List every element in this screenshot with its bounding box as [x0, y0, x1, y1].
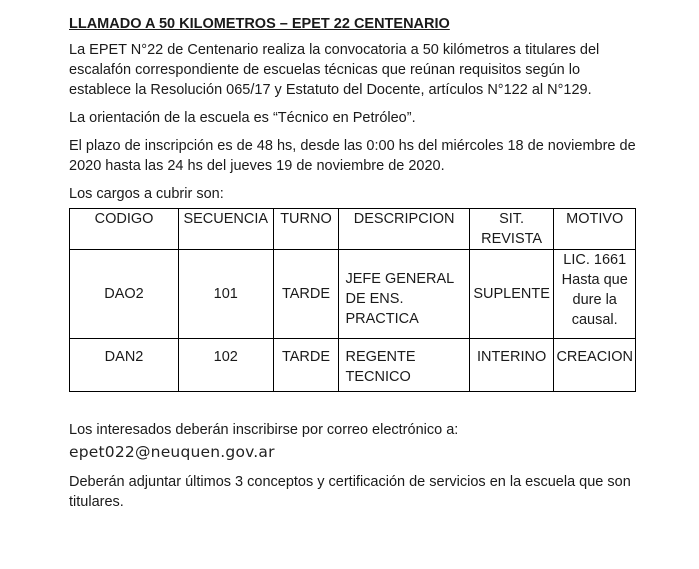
header-sit-revista: SIT. REVISTA [469, 209, 554, 250]
document-page [69, 14, 644, 520]
cell-sit-revista: INTERINO [469, 339, 554, 392]
deadline-paragraph: El plazo de inscripción es de 48 hs, desde las 0:00 hs del miércoles 18 de noviembre de 2020 hasta las 24 hs del jueves 19 de noviembre de 2020. [69, 138, 636, 174]
cell-motivo: LIC. 1661 Hasta que dure la causal. [554, 250, 636, 339]
contact-email: epet022@neuquen.gov.ar [69, 443, 275, 461]
table-row [70, 250, 636, 339]
cell-descripcion: REGENTE TECNICO [339, 339, 469, 392]
table-row [70, 339, 636, 392]
cell-secuencia: 102 [179, 339, 273, 392]
contact-intro: Los interesados deberán inscribirse por correo electrónico a: [69, 422, 459, 438]
orientation-paragraph: La orientación de la escuela es “Técnico en Petróleo”. [69, 110, 416, 126]
cell-descripcion: JEFE GENERAL DE ENS. PRACTICA [339, 250, 469, 339]
cell-turno: TARDE [273, 250, 339, 339]
cell-codigo: DAN2 [70, 339, 179, 392]
positions-table [69, 208, 636, 392]
header-codigo: CODIGO [70, 209, 179, 250]
requirements-paragraph: Deberán adjuntar últimos 3 conceptos y certificación de servicios en la escuela que son titulares. [69, 474, 631, 510]
header-turno: TURNO [273, 209, 339, 250]
intro-paragraph: La EPET N°22 de Centenario realiza la convocatoria a 50 kilómetros a titulares del escalafón correspondiente de escuelas técnicas que reúnan requisitos según lo establece la Resolución 065/17 y Estatuto del Docente, artículos N°122 al N°129. [69, 42, 600, 98]
cell-turno: TARDE [273, 339, 339, 392]
document-title: LLAMADO A 50 KILOMETROS – EPET 22 CENTENARIO [69, 16, 450, 32]
cell-codigo: DAO2 [70, 250, 179, 339]
cell-secuencia: 101 [179, 250, 273, 339]
cell-sit-revista: SUPLENTE [469, 250, 554, 339]
header-descripcion: DESCRIPCION [339, 209, 469, 250]
table-header-row [70, 209, 636, 250]
header-secuencia: SECUENCIA [179, 209, 273, 250]
header-motivo: MOTIVO [554, 209, 636, 250]
cell-motivo: CREACION [554, 339, 636, 392]
positions-intro: Los cargos a cubrir son: [69, 186, 224, 202]
